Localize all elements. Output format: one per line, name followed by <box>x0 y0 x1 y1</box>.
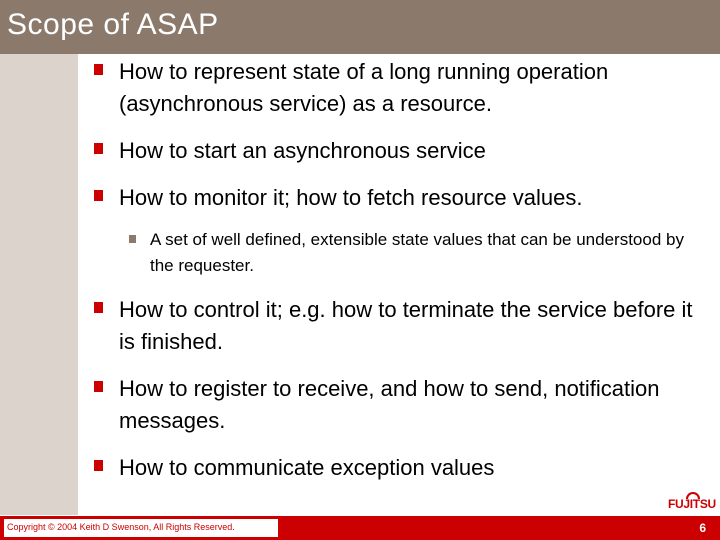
logo-text: FUJITSU <box>668 497 716 511</box>
bullet-list <box>92 56 702 484</box>
bullet-text: How to communicate exception values <box>119 455 495 480</box>
sub-bullet-text: A set of well defined, extensible state values that can be understood by the requester. <box>150 230 684 275</box>
title-bar <box>0 0 720 54</box>
page-number: 6 <box>699 521 706 535</box>
bullet-square-icon <box>94 460 103 471</box>
bullet-square-icon <box>94 381 103 392</box>
bullet-item <box>92 373 702 437</box>
bullet-text: How to start an asynchronous service <box>119 138 486 163</box>
footer-bar <box>0 516 720 540</box>
bullet-item <box>92 182 702 214</box>
bullet-text: How to register to receive, and how to send, notification messages. <box>119 376 660 433</box>
sub-bullet-square-icon <box>129 235 136 243</box>
bullet-text: How to monitor it; how to fetch resource values. <box>119 185 583 210</box>
copyright-box <box>4 519 278 537</box>
bullet-item <box>92 56 702 120</box>
bullet-square-icon <box>94 302 103 313</box>
bullet-item <box>92 452 702 484</box>
bullet-text: How to represent state of a long running operation (asynchronous service) as a resource. <box>119 59 609 116</box>
bullet-text: How to control it; e.g. how to terminate the service before it is finished. <box>119 297 693 354</box>
bullet-item <box>92 135 702 167</box>
bullet-square-icon <box>94 143 103 154</box>
copyright-text: Copyright © 2004 Keith D Swenson, All Rights Reserved. <box>7 522 235 532</box>
left-decor-band <box>0 54 78 515</box>
fujitsu-logo <box>668 494 716 512</box>
bullet-square-icon <box>94 190 103 201</box>
slide-title: Scope of ASAP <box>7 8 219 41</box>
bullet-item <box>92 294 702 358</box>
sub-bullet-item <box>92 227 702 279</box>
bullet-square-icon <box>94 64 103 75</box>
